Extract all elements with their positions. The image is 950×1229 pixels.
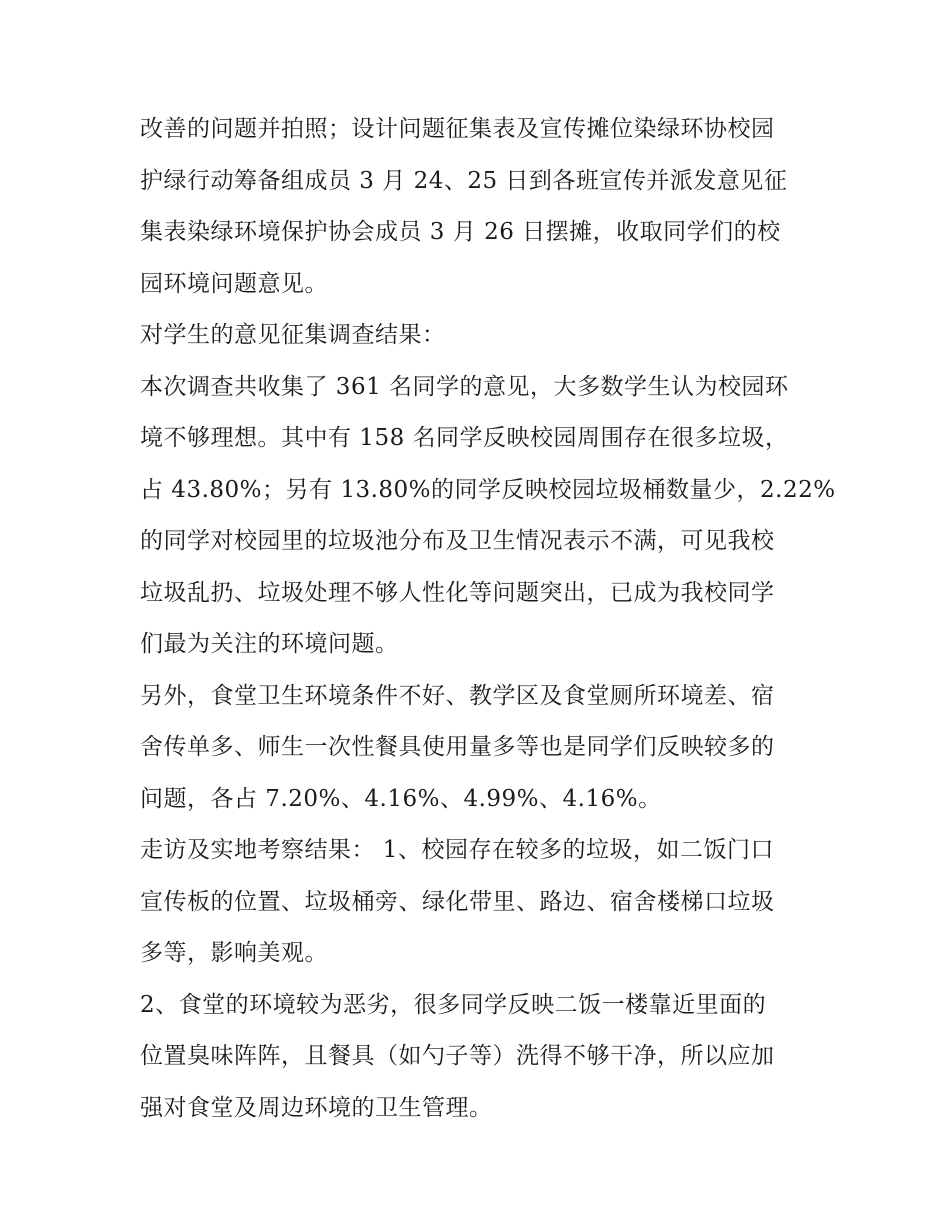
text-line: 护绿行动筹备组成员 3 月 24、25 日到各班宣传并派发意见征 xyxy=(140,167,788,194)
text-line: 走访及实地考察结果： 1、校园存在较多的垃圾，如二饭门口 xyxy=(140,837,774,863)
text-line: 多等，影响美观。 xyxy=(140,940,328,966)
section-heading: 对学生的意见征集调查结果： xyxy=(140,322,446,348)
text-line: 的同学对校园里的垃圾池分布及卫生情况表示不满，可见我校 xyxy=(140,528,775,554)
text-line: 强对食堂及周边环境的卫生管理。 xyxy=(140,1094,493,1121)
text-line: 问题，各占 7.20%、4.16%、4.99%、4.16%。 xyxy=(140,785,662,812)
text-line: 本次调查共收集了 361 名同学的意见，大多数学生认为校园环 xyxy=(140,373,789,400)
text-line: 们最为关注的环境问题。 xyxy=(140,631,399,657)
text-line: 舍传单多、师生一次性餐具使用量多等也是同学们反映较多的 xyxy=(140,734,775,760)
text-line: 集表染绿环境保护协会成员 3 月 26 日摆摊，收取同学们的校 xyxy=(140,219,781,245)
text-line: 境不够理想。其中有 158 名同学反映校园周围存在很多垃圾， xyxy=(140,425,789,451)
text-line: 改善的问题并拍照；设计问题征集表及宣传摊位染绿环协校园 xyxy=(140,116,775,142)
text-line: 位置臭味阵阵，且餐具（如勺子等）洗得不够干净，所以应加 xyxy=(140,1043,775,1069)
text-line: 宣传板的位置、垃圾桶旁、绿化带里、路边、宿舍楼梯口垃圾 xyxy=(140,888,775,915)
text-line: 2、食堂的环境较为恶劣，很多同学反映二饭一楼靠近里面的 xyxy=(140,991,767,1018)
text-line: 占 43.80%；另有 13.80%的同学反映校园垃圾桶数量少，2.22% xyxy=(140,476,836,503)
body-text xyxy=(140,104,836,1134)
text-line: 另外，食堂卫生环境条件不好、教学区及食堂厕所环境差、宿 xyxy=(140,682,775,709)
text-line: 垃圾乱扔、垃圾处理不够人性化等问题突出，已成为我校同学 xyxy=(140,579,775,606)
text-line: 园环境问题意见。 xyxy=(140,270,328,297)
